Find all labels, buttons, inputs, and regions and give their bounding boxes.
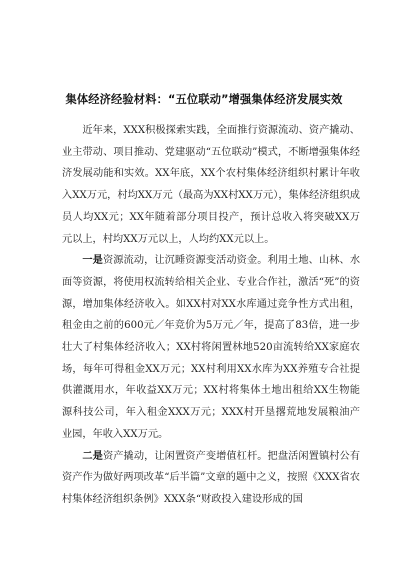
paragraph-asset-leverage-text: 资产撬动，让闲置资产变增值杠杆。把盘活闲置镇村公有资产作为做好两项改革“后半篇”文章的题中之义，按照《XXX省农村集体经济组织条例》XXX条“财政投入建设形成的国 [62,450,361,505]
paragraph-resource-flow-text: 资源流动，让沉睡资源变活动资金。利用土地、山林、水面等资源，将使用权流转给相关企业、专业合作社，激活“死”的资源，增加集体经济收入。如XX村对XX水库通过竞争性方式出租，租金由之前的600元／年竞价为5万元／年，提高了83倍，进一步壮大了村集体经济收入；XX村将闲置林地520亩流转给XX家庭农场，每年可得租金XX万元；XX村利用XX水库为XX养殖专合社提供灌溉用水，年收益XX万元；XX村将集体土地出租给XX生物能源科技公司，年入租金XXX万元；XXX村开垦撂荒地发展粮油产业园，年收入XX万元。 [62,255,361,440]
paragraph-intro-text: 近年来，XXX积极探索实践，全面推行资源流动、资产撬动、业主带动、项目推动、党建驱动“五位联动”模式，不断增强集体经济发展动能和实效。XX年底，XX个农村集体经济组织村累计年收入XX万元，村均XX万元（最高为XX村XX万元），集体经济组织成员人均XX元；XX年随着部分项目投产，预计总收入将突破XX万元以上，村均XX万元以上，人均约XX元以上。 [62,125,360,245]
document-body [62,120,360,511]
paragraph-resource-flow [62,250,360,445]
document-title: 集体经济经验材料：“五位联动”增强集体经济发展实效 [65,93,343,106]
paragraph-lead: 二是 [82,450,103,462]
paragraph-lead: 一是 [82,255,103,267]
paragraph-asset-leverage [62,446,360,511]
paragraph-intro [62,120,360,250]
